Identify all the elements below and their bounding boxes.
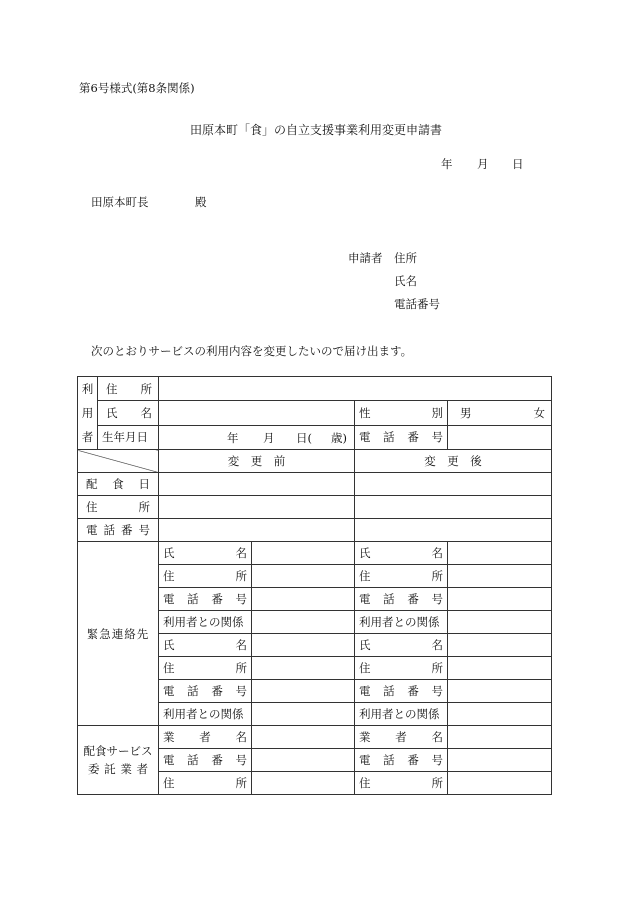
user-name-row — [78, 401, 552, 425]
emergency-relation-before[interactable] — [252, 611, 355, 634]
emergency-relation-after[interactable] — [448, 611, 552, 634]
birth-label: 生年月日 — [98, 425, 159, 449]
honorific: 殿 — [195, 195, 207, 209]
emergency-name-label: 氏 名 — [159, 542, 252, 565]
emergency-address-label: 住 所 — [159, 565, 252, 588]
vendor-phone-after[interactable] — [448, 749, 552, 772]
emergency2-name-after[interactable] — [448, 634, 552, 657]
emergency2-name-before[interactable] — [252, 634, 355, 657]
vendor-company-label: 業 者 名 — [159, 726, 252, 749]
user-name-label: 氏 名 — [98, 401, 159, 425]
male-option[interactable]: 男 — [460, 405, 472, 420]
diagonal-header-cell — [78, 450, 159, 473]
emergency-name-label-after: 氏 名 — [355, 542, 448, 565]
address-row — [78, 496, 552, 519]
date-month-label: 月 — [477, 157, 489, 171]
emergency2-relation-before[interactable] — [252, 703, 355, 726]
emergency2-address-before[interactable] — [252, 657, 355, 680]
change-header-row — [78, 450, 552, 473]
emergency2-relation-after[interactable] — [448, 703, 552, 726]
phone-before[interactable] — [159, 519, 355, 542]
delivery-day-after[interactable] — [355, 473, 552, 496]
user-name-field[interactable] — [159, 401, 355, 425]
document-title: 田原本町「食」の自立支援事業利用変更申請書 — [190, 123, 443, 137]
before-header: 変 更 前 — [159, 450, 355, 473]
emergency-phone-label-after: 電 話 番 号 — [355, 588, 448, 611]
emergency-contact-label: 緊急連絡先 — [78, 542, 159, 726]
phone-label: 電 話 番 号 — [355, 425, 448, 449]
date-year-label: 年 — [441, 157, 453, 171]
birth-field[interactable]: 年 月 日( 歳) — [159, 425, 355, 449]
vendor-address-before[interactable] — [252, 772, 355, 795]
emergency-name-before[interactable] — [252, 542, 355, 565]
emergency-relation-label: 利用者との関係 — [159, 611, 252, 634]
intro-text: 次のとおりサービスの利用内容を変更したいので届け出ます。 — [91, 344, 413, 358]
emergency2-phone-after[interactable] — [448, 680, 552, 703]
vendor-company-before[interactable] — [252, 726, 355, 749]
delivery-day-label: 配 食 日 — [78, 473, 159, 496]
vendor-phone-label-after: 電 話 番 号 — [355, 749, 448, 772]
sex-field[interactable] — [448, 401, 552, 425]
date-day-label: 日 — [512, 157, 524, 171]
emergency2-name-label-after: 氏 名 — [355, 634, 448, 657]
emergency2-name-label: 氏 名 — [159, 634, 252, 657]
delivery-day-before[interactable] — [159, 473, 355, 496]
emergency-phone-after[interactable] — [448, 588, 552, 611]
user-address-label: 住 所 — [98, 377, 159, 401]
emergency-relation-label-after: 利用者との関係 — [355, 611, 448, 634]
emergency-address-before[interactable] — [252, 565, 355, 588]
user-address-field[interactable] — [159, 377, 552, 401]
user-section-label: 利 用 者 — [78, 377, 98, 450]
address-label: 住 所 — [78, 496, 159, 519]
emergency-row — [78, 542, 552, 565]
applicant-address-label: 住所 — [394, 251, 417, 265]
vendor-phone-before[interactable] — [252, 749, 355, 772]
phone-row-label: 電 話 番 号 — [78, 519, 159, 542]
emergency2-address-label: 住 所 — [159, 657, 252, 680]
emergency2-phone-before[interactable] — [252, 680, 355, 703]
emergency2-relation-label: 利用者との関係 — [159, 703, 252, 726]
delivery-day-row — [78, 473, 552, 496]
address-after[interactable] — [355, 496, 552, 519]
applicant-label: 申請者 — [348, 251, 383, 265]
vendor-section-label: 配食サービス 委 託 業 者 — [78, 726, 159, 795]
emergency2-address-label-after: 住 所 — [355, 657, 448, 680]
vendor-address-label-after: 住 所 — [355, 772, 448, 795]
emergency2-address-after[interactable] — [448, 657, 552, 680]
form-number: 第6号様式(第8条関係) — [79, 81, 195, 95]
vendor-company-after[interactable] — [448, 726, 552, 749]
application-form-table — [77, 376, 552, 795]
vendor-address-label: 住 所 — [159, 772, 252, 795]
user-birth-row — [78, 425, 552, 449]
applicant-name-label: 氏名 — [394, 274, 417, 288]
emergency2-phone-label-after: 電 話 番 号 — [355, 680, 448, 703]
user-phone-field[interactable] — [448, 425, 552, 449]
applicant-phone-label: 電話番号 — [394, 297, 440, 311]
emergency-address-after[interactable] — [448, 565, 552, 588]
addressee: 田原本町長 — [91, 195, 149, 209]
vendor-row — [78, 726, 552, 749]
vendor-company-label-after: 業 者 名 — [355, 726, 448, 749]
phone-after[interactable] — [355, 519, 552, 542]
user-address-row — [78, 377, 552, 401]
emergency2-relation-label-after: 利用者との関係 — [355, 703, 448, 726]
female-option[interactable]: 女 — [533, 405, 545, 420]
sex-label: 性 別 — [355, 401, 448, 425]
emergency-phone-before[interactable] — [252, 588, 355, 611]
emergency-address-label-after: 住 所 — [355, 565, 448, 588]
after-header: 変 更 後 — [355, 450, 552, 473]
emergency-phone-label: 電 話 番 号 — [159, 588, 252, 611]
vendor-phone-label: 電 話 番 号 — [159, 749, 252, 772]
emergency2-phone-label: 電 話 番 号 — [159, 680, 252, 703]
vendor-address-after[interactable] — [448, 772, 552, 795]
address-before[interactable] — [159, 496, 355, 519]
emergency-name-after[interactable] — [448, 542, 552, 565]
phone-row — [78, 519, 552, 542]
